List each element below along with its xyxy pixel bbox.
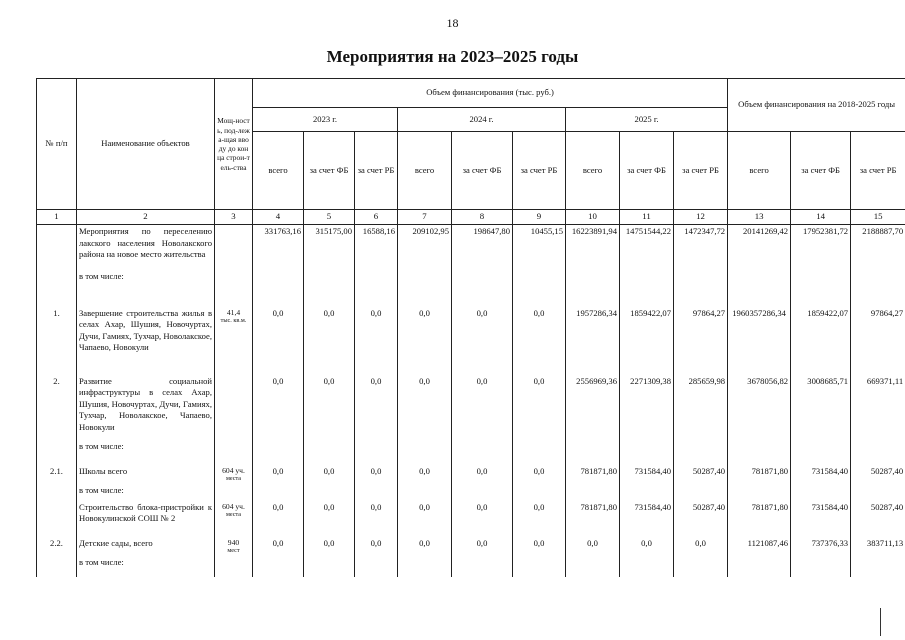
row-value: 2271309,38 bbox=[620, 371, 674, 465]
header-year-2025: 2025 г. bbox=[566, 108, 728, 132]
row-name: Мероприятия по переселению лакского населения Новолакского района на новое место жительства bbox=[79, 226, 212, 260]
row-value: 1960357286,34 bbox=[728, 303, 791, 371]
row-capacity-unit: мест bbox=[227, 546, 240, 554]
row-capacity-cell bbox=[215, 465, 253, 501]
row-value: 331763,16 bbox=[253, 225, 304, 303]
row-value: 731584,40 bbox=[791, 501, 851, 537]
row-value: 0,0 bbox=[513, 303, 566, 371]
header-2025-fb: за счет ФБ bbox=[620, 132, 674, 210]
row-value: 0,0 bbox=[398, 303, 452, 371]
row-value: 1957286,34 bbox=[566, 303, 620, 371]
header-num: № п/п bbox=[37, 79, 77, 210]
col-number: 3 bbox=[215, 210, 253, 225]
col-number: 4 bbox=[253, 210, 304, 225]
row-value: 0,0 bbox=[452, 371, 513, 465]
col-number: 13 bbox=[728, 210, 791, 225]
page-title: Мероприятия на 2023–2025 годы bbox=[326, 47, 579, 66]
row-value: 737376,33 bbox=[791, 537, 851, 577]
row-value: 0,0 bbox=[452, 501, 513, 537]
row-name: Развитие социальной инфраструктуры в селах Ахар, Шушия, Новочуртах, Дучи, Гамиях, Тухчар, Новолакское, Чапаево, Новокули bbox=[79, 375, 212, 432]
header-all-rb: за счет РБ bbox=[851, 132, 905, 210]
table-body bbox=[37, 225, 905, 577]
funding-table bbox=[36, 78, 905, 577]
row-value: 50287,40 bbox=[851, 465, 905, 501]
header-2023-total: всего bbox=[253, 132, 304, 210]
row-value: 0,0 bbox=[355, 303, 398, 371]
row-capacity: 41,4 bbox=[226, 307, 241, 317]
row-value: 781871,80 bbox=[728, 501, 791, 537]
row-value: 0,0 bbox=[304, 537, 355, 577]
header-2024-fb: за счет ФБ bbox=[452, 132, 513, 210]
row-value: 669371,11 bbox=[851, 371, 905, 465]
row-value: 1859422,07 bbox=[791, 303, 851, 371]
row-value: 0,0 bbox=[398, 537, 452, 577]
row-name-cell bbox=[77, 465, 215, 501]
row-value: 0,0 bbox=[566, 537, 620, 577]
row-value: 50287,40 bbox=[674, 501, 728, 537]
row-value: 731584,40 bbox=[791, 465, 851, 501]
row-value: 0,0 bbox=[253, 537, 304, 577]
row-value: 2188887,70 bbox=[851, 225, 905, 303]
header-all-fb: за счет ФБ bbox=[791, 132, 851, 210]
row-subtitle: в том числе: bbox=[79, 270, 124, 281]
row-value: 0,0 bbox=[304, 371, 355, 465]
row-capacity-cell bbox=[215, 501, 253, 537]
row-value: 0,0 bbox=[355, 465, 398, 501]
row-capacity-cell bbox=[215, 225, 253, 303]
scan-mark bbox=[880, 608, 881, 636]
header-power: Мощ-ность, под-лежа-щая вводу до конца строи-тель-ства bbox=[215, 79, 253, 210]
row-value: 781871,80 bbox=[566, 465, 620, 501]
row-capacity-unit: места bbox=[225, 510, 242, 518]
table-row bbox=[37, 303, 905, 371]
row-index: 2.2. bbox=[37, 537, 77, 577]
row-index: 2.1. bbox=[37, 465, 77, 501]
row-value: 14751544,22 bbox=[620, 225, 674, 303]
row-name-cell bbox=[77, 303, 215, 371]
row-name-cell bbox=[77, 371, 215, 465]
table-row bbox=[37, 501, 905, 537]
row-value: 0,0 bbox=[398, 371, 452, 465]
row-value: 731584,40 bbox=[620, 465, 674, 501]
row-value: 0,0 bbox=[398, 465, 452, 501]
row-value: 0,0 bbox=[513, 537, 566, 577]
row-subtitle: в том числе: bbox=[79, 557, 124, 568]
col-number: 10 bbox=[566, 210, 620, 225]
row-value: 20141269,42 bbox=[728, 225, 791, 303]
row-value: 0,0 bbox=[513, 371, 566, 465]
row-value: 383711,13 bbox=[851, 537, 905, 577]
row-value: 0,0 bbox=[452, 537, 513, 577]
row-value: 16223891,94 bbox=[566, 225, 620, 303]
row-capacity: 604 уч. bbox=[222, 501, 245, 511]
row-capacity-cell bbox=[215, 537, 253, 577]
row-index: 2. bbox=[37, 371, 77, 465]
row-value: 209102,95 bbox=[398, 225, 452, 303]
row-value: 3678056,82 bbox=[728, 371, 791, 465]
row-index bbox=[37, 225, 77, 303]
col-number: 2 bbox=[77, 210, 215, 225]
table-row bbox=[37, 371, 905, 465]
row-value: 0,0 bbox=[513, 465, 566, 501]
row-value: 0,0 bbox=[304, 303, 355, 371]
row-value: 1121087,46 bbox=[728, 537, 791, 577]
row-value: 731584,40 bbox=[620, 501, 674, 537]
row-value: 17952381,72 bbox=[791, 225, 851, 303]
header-funding-total: Объем финансирования на 2018-2025 годы bbox=[728, 79, 905, 132]
col-number: 5 bbox=[304, 210, 355, 225]
row-value: 0,0 bbox=[253, 371, 304, 465]
row-value: 0,0 bbox=[513, 501, 566, 537]
row-capacity-cell bbox=[215, 303, 253, 371]
table-row bbox=[37, 225, 905, 303]
row-value: 781871,80 bbox=[566, 501, 620, 537]
row-capacity: 940 bbox=[227, 537, 240, 547]
col-number: 11 bbox=[620, 210, 674, 225]
row-value: 0,0 bbox=[253, 501, 304, 537]
funding-table-wrapper bbox=[36, 78, 905, 577]
table-row bbox=[37, 537, 905, 577]
row-name-cell bbox=[77, 225, 215, 303]
row-value: 97864,27 bbox=[851, 303, 905, 371]
row-index bbox=[37, 501, 77, 537]
row-value: 2556969,36 bbox=[566, 371, 620, 465]
row-value: 16588,16 bbox=[355, 225, 398, 303]
row-value: 3008685,71 bbox=[791, 371, 851, 465]
row-capacity-unit: места bbox=[225, 474, 242, 482]
row-value: 0,0 bbox=[304, 465, 355, 501]
col-number: 14 bbox=[791, 210, 851, 225]
col-number: 6 bbox=[355, 210, 398, 225]
row-capacity-unit: тыс. кв.м. bbox=[220, 316, 247, 324]
row-capacity-cell bbox=[215, 371, 253, 465]
row-capacity: 604 уч. bbox=[222, 465, 245, 475]
col-number: 7 bbox=[398, 210, 452, 225]
row-value: 198647,80 bbox=[452, 225, 513, 303]
header-all-total: всего bbox=[728, 132, 791, 210]
header-2025-total: всего bbox=[566, 132, 620, 210]
row-value: 1472347,72 bbox=[674, 225, 728, 303]
col-number: 8 bbox=[452, 210, 513, 225]
row-index: 1. bbox=[37, 303, 77, 371]
row-name: Школы всего bbox=[79, 465, 128, 476]
row-value: 97864,27 bbox=[674, 303, 728, 371]
row-value: 0,0 bbox=[253, 303, 304, 371]
row-name: Строительство блока-пристройки к Новокулинской СОШ № 2 bbox=[79, 501, 212, 524]
header-2023-rb: за счет РБ bbox=[355, 132, 398, 210]
row-value: 0,0 bbox=[304, 501, 355, 537]
row-value: 0,0 bbox=[355, 501, 398, 537]
row-value: 285659,98 bbox=[674, 371, 728, 465]
header-2025-rb: за счет РБ bbox=[674, 132, 728, 210]
row-name-cell bbox=[77, 537, 215, 577]
header-2023-fb: за счет ФБ bbox=[304, 132, 355, 210]
col-number: 1 bbox=[37, 210, 77, 225]
row-value: 0,0 bbox=[620, 537, 674, 577]
header-2024-total: всего bbox=[398, 132, 452, 210]
row-subtitle: в том числе: bbox=[79, 441, 124, 452]
row-value: 50287,40 bbox=[674, 465, 728, 501]
page-number: 18 bbox=[446, 16, 459, 30]
col-number: 9 bbox=[513, 210, 566, 225]
header-funding: Объем финансирования (тыс. руб.) bbox=[253, 79, 728, 108]
table-row bbox=[37, 465, 905, 501]
col-number: 15 bbox=[851, 210, 905, 225]
col-number: 12 bbox=[674, 210, 728, 225]
row-name: Завершение строительства жилья в селах Ахар, Шушия, Новочуртах, Дучи, Гамиях, Тухчар, Новолакское, Чапаево, Новокули bbox=[79, 307, 212, 353]
row-value: 0,0 bbox=[355, 537, 398, 577]
row-value: 0,0 bbox=[253, 465, 304, 501]
header-name: Наименование объектов bbox=[77, 79, 215, 210]
column-number-row bbox=[37, 210, 905, 225]
row-value: 0,0 bbox=[452, 303, 513, 371]
row-value: 315175,00 bbox=[304, 225, 355, 303]
header-year-2023: 2023 г. bbox=[253, 108, 398, 132]
row-value: 0,0 bbox=[452, 465, 513, 501]
row-value: 1859422,07 bbox=[620, 303, 674, 371]
row-name-cell bbox=[77, 501, 215, 537]
header-year-2024: 2024 г. bbox=[398, 108, 566, 132]
row-value: 10455,15 bbox=[513, 225, 566, 303]
row-value: 50287,40 bbox=[851, 501, 905, 537]
row-value: 0,0 bbox=[674, 537, 728, 577]
row-value: 781871,80 bbox=[728, 465, 791, 501]
row-value: 0,0 bbox=[398, 501, 452, 537]
row-subtitle: в том числе: bbox=[79, 485, 124, 496]
header-2024-rb: за счет РБ bbox=[513, 132, 566, 210]
row-value: 0,0 bbox=[355, 371, 398, 465]
row-name: Детские сады, всего bbox=[79, 537, 153, 548]
